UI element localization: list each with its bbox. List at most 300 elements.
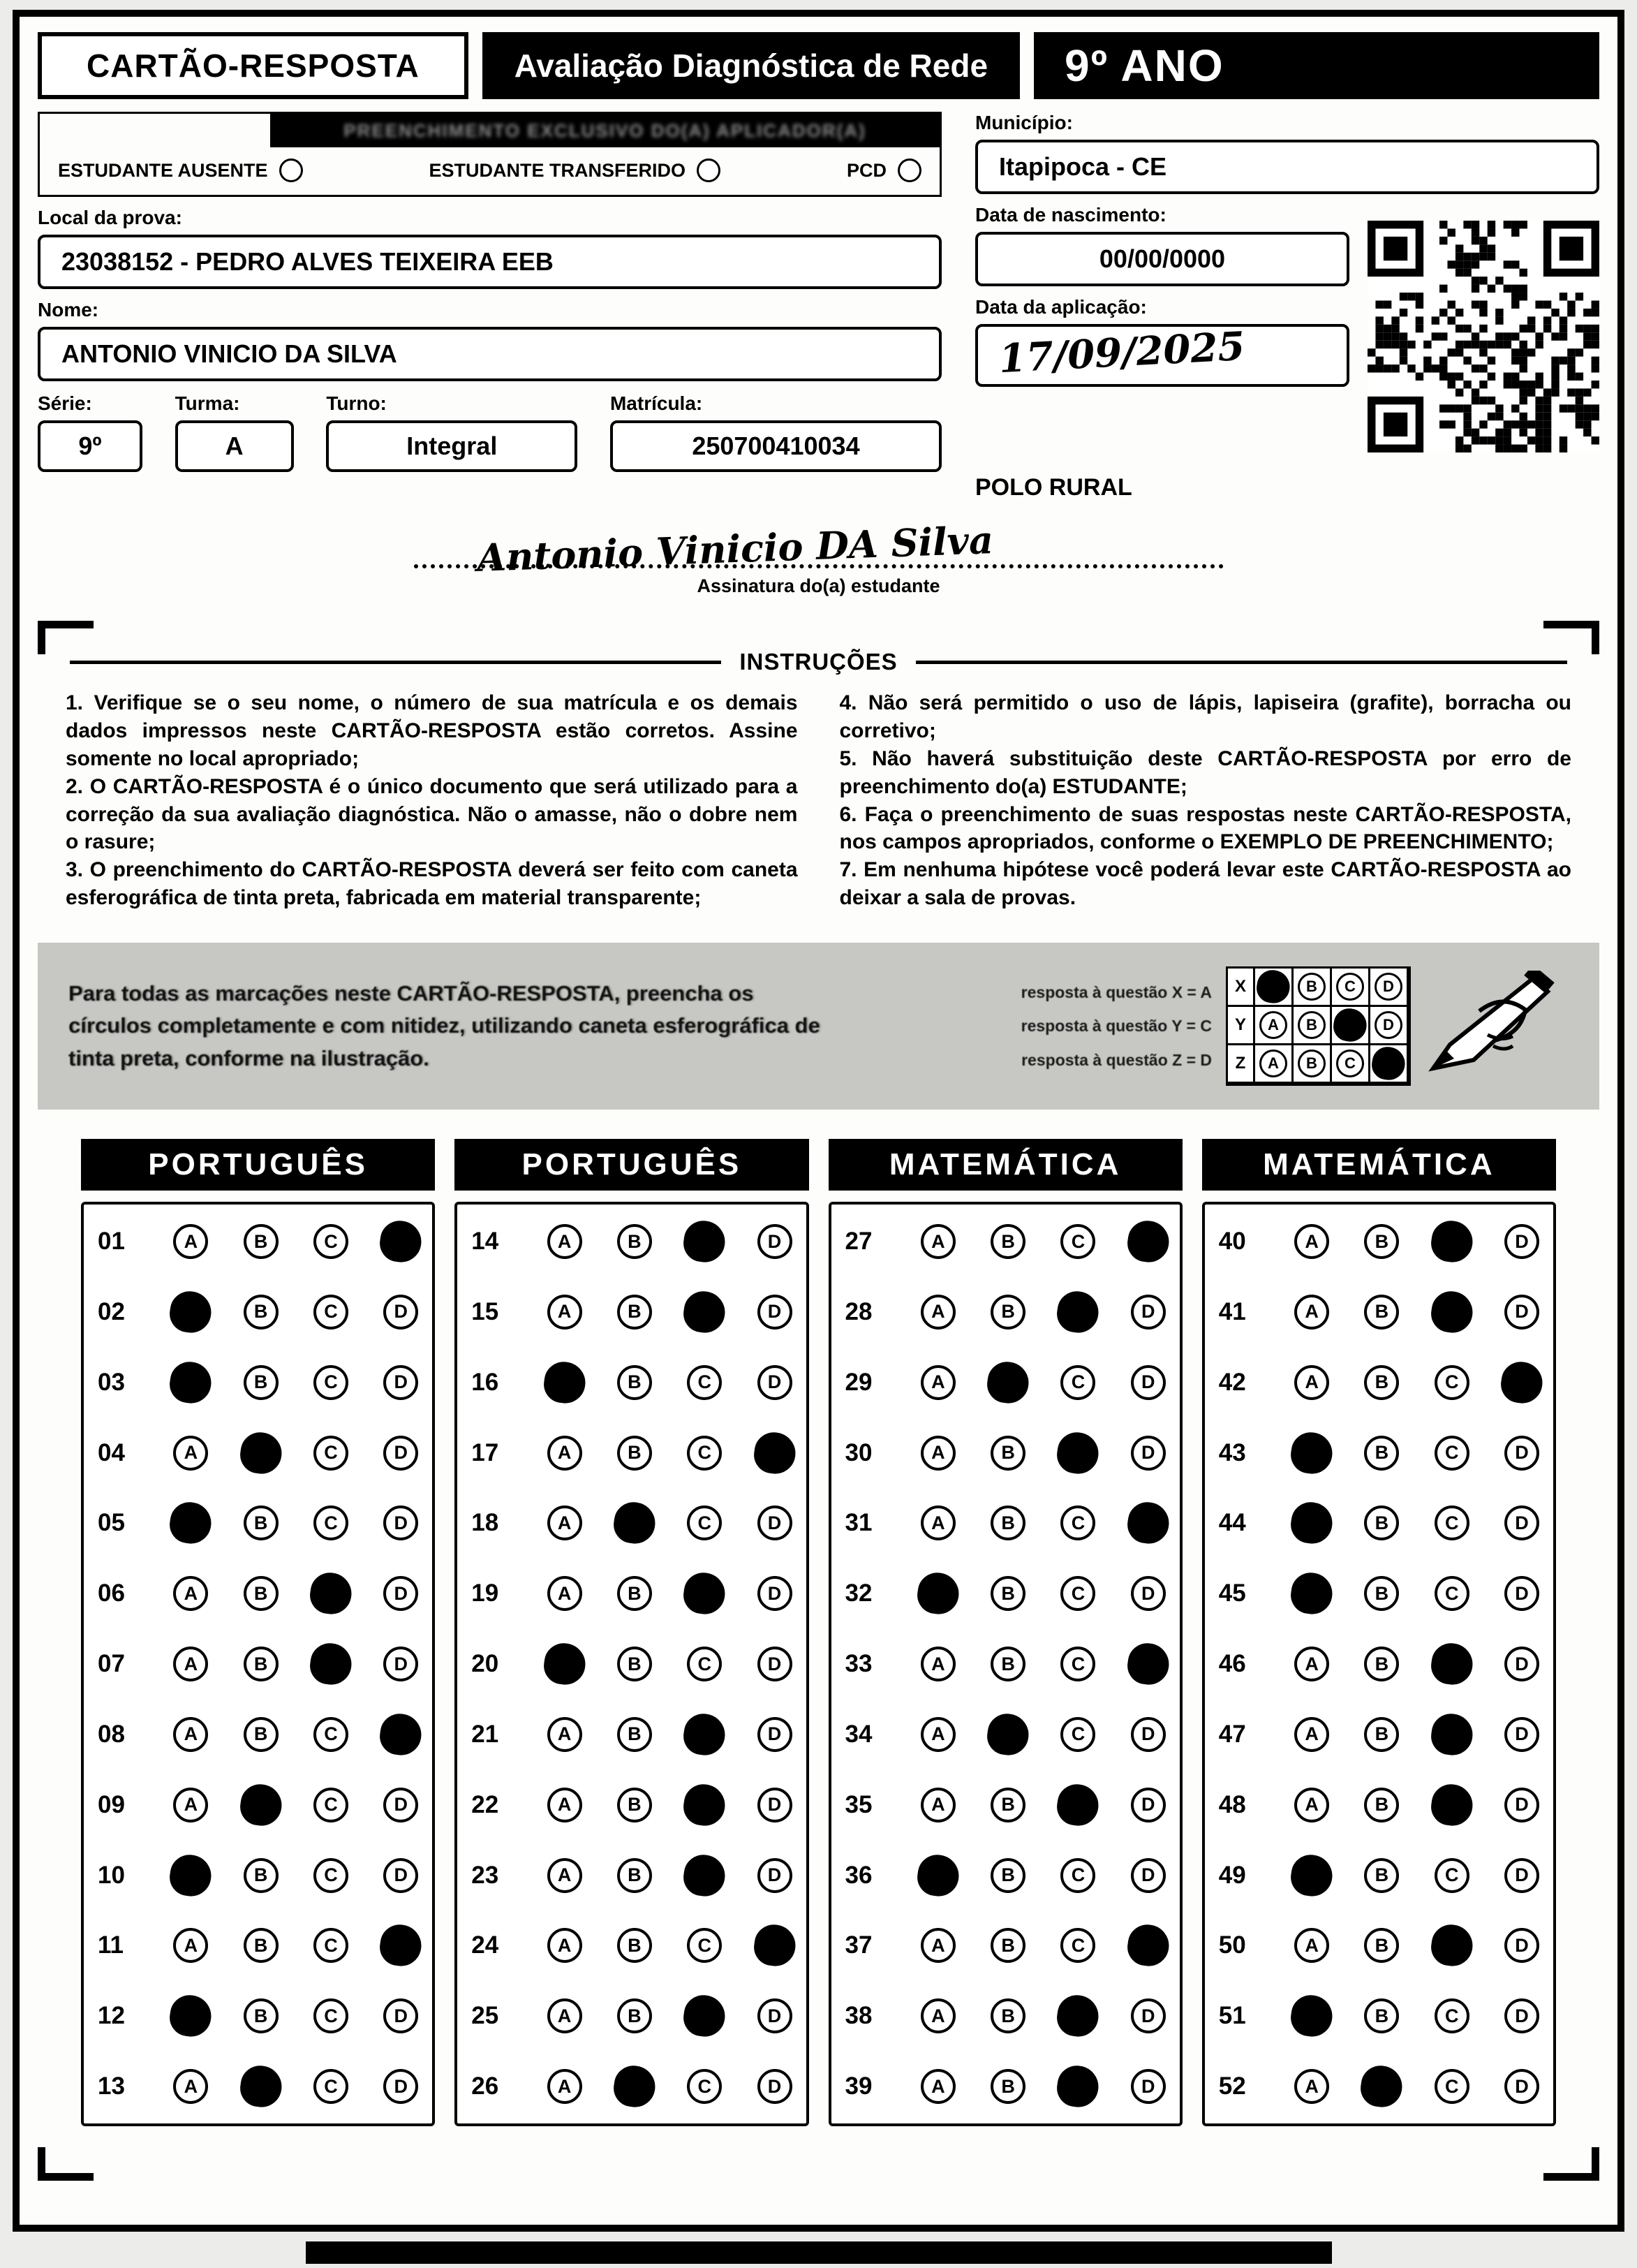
answer-bubble: B <box>1364 1436 1399 1471</box>
question-row <box>845 1576 1166 1611</box>
answer-bubble-marked <box>612 1500 658 1547</box>
question-number: 30 <box>845 1438 873 1466</box>
question-row <box>845 1928 1166 1963</box>
answer-bubble: B <box>991 1295 1025 1330</box>
answer-bubble: C <box>687 1928 722 1963</box>
answer-bubble: D <box>1131 1576 1166 1611</box>
answer-bubble: D <box>383 1365 418 1400</box>
answer-bubble-marked <box>1289 1429 1335 1476</box>
answer-bubble: D <box>1131 1717 1166 1752</box>
answer-bubble-marked <box>985 1711 1032 1758</box>
answer-bubble: A <box>547 1928 582 1963</box>
answer-bubble: C <box>687 1365 722 1400</box>
example-answer-label: resposta à questão Z = D <box>1021 1050 1212 1069</box>
answer-grid <box>1202 1202 1556 2126</box>
answer-bubble: B <box>617 1224 652 1259</box>
answer-bubble: D <box>757 1295 792 1330</box>
answer-bubble: A <box>173 1224 208 1259</box>
answer-bubble-marked <box>541 1641 588 1688</box>
answer-bubble-marked <box>1125 1641 1171 1688</box>
question-number: 43 <box>1218 1438 1246 1466</box>
example-cell <box>1368 1043 1409 1084</box>
question-row <box>845 1295 1166 1330</box>
example-bubble: B <box>1298 973 1326 1001</box>
matricula-value: 250700410034 <box>610 420 942 472</box>
question-row <box>845 1998 1166 2033</box>
question-number: 06 <box>98 1580 125 1607</box>
answer-bubble: C <box>313 1365 348 1400</box>
question-row <box>98 1717 418 1752</box>
status-option-bubble <box>697 159 720 182</box>
answer-bubble: D <box>383 2069 418 2104</box>
answer-bubble: A <box>1294 1717 1329 1752</box>
question-row <box>845 1365 1166 1400</box>
question-row <box>471 1647 792 1681</box>
answer-bubble: C <box>313 2069 348 2104</box>
instruction-item: 6. Faça o preenchimento de suas respostas neste CARTÃO-RESPOSTA, nos campos apropriados, conforme o EXEMPLO DE PREENCHIMENTO; <box>839 802 1571 854</box>
answer-bubble: C <box>1060 1505 1095 1540</box>
example-bubble-marked <box>1254 968 1291 1005</box>
answer-bubble: D <box>383 1505 418 1540</box>
question-row <box>845 1647 1166 1681</box>
question-number: 15 <box>471 1297 499 1325</box>
question-row <box>1219 1858 1539 1893</box>
answer-bubble: B <box>617 1436 652 1471</box>
question-row <box>845 1717 1166 1752</box>
question-number: 47 <box>1218 1720 1246 1748</box>
answer-bubble-marked <box>541 1359 588 1406</box>
example-row-name: Z <box>1226 1043 1255 1084</box>
answer-bubble: D <box>757 1717 792 1752</box>
answer-bubble-marked <box>378 1218 424 1265</box>
exam-location-value: 23038152 - PEDRO ALVES TEIXEIRA EEB <box>38 235 942 289</box>
question-number: 42 <box>1218 1368 1246 1396</box>
example-answer-label: resposta à questão X = A <box>1021 983 1212 1002</box>
question-row <box>471 1717 792 1752</box>
student-name-field <box>38 299 942 381</box>
answer-bubble: A <box>921 2069 956 2104</box>
question-number: 10 <box>98 1861 125 1889</box>
status-option-label: PCD <box>846 159 887 181</box>
corner-mark-bottom-right <box>1543 2147 1599 2181</box>
answer-bubble: A <box>547 1436 582 1471</box>
status-option-label: ESTUDANTE AUSENTE <box>58 159 268 181</box>
instruction-item: 7. Em nenhuma hipótese você poderá levar este CARTÃO-RESPOSTA ao deixar a sala de provas. <box>839 858 1571 910</box>
marking-example <box>1021 966 1569 1086</box>
question-number: 26 <box>471 2072 499 2100</box>
answer-bubble: C <box>313 1224 348 1259</box>
answer-bubble: A <box>921 1295 956 1330</box>
answer-bubble-marked <box>1428 1641 1475 1688</box>
question-row <box>98 1998 418 2033</box>
answer-bubble-marked <box>1289 1993 1335 2040</box>
answer-bubble-marked <box>914 1852 961 1899</box>
answer-bubble-marked <box>168 1500 214 1547</box>
answer-bubble: A <box>1294 1295 1329 1330</box>
answer-bubble-marked <box>681 1289 728 1336</box>
answer-bubble: D <box>757 1365 792 1400</box>
answer-bubble: A <box>173 1576 208 1611</box>
example-bubble-marked <box>1370 1045 1407 1082</box>
answer-bubble: B <box>991 2069 1025 2104</box>
question-number: 34 <box>845 1720 873 1748</box>
question-row <box>1219 1788 1539 1822</box>
example-row-name: X <box>1226 966 1255 1007</box>
answer-bubble-marked <box>1055 1289 1102 1336</box>
answer-bubble-marked <box>1428 1711 1475 1758</box>
answer-bubble: C <box>1435 1998 1469 2033</box>
instruction-item: 3. O preenchimento do CARTÃO-RESPOSTA deverá ser feito com caneta esferográfica de tinta preta, fabricada em material transparente; <box>66 858 798 910</box>
marking-example-band <box>38 943 1599 1110</box>
answer-bubble-marked <box>681 1852 728 1899</box>
answer-bubble-marked <box>1289 1500 1335 1547</box>
answer-bubble: B <box>244 1858 279 1893</box>
question-row <box>845 1224 1166 1259</box>
question-row <box>1219 1576 1539 1611</box>
question-number: 05 <box>98 1509 125 1537</box>
answer-bubble: D <box>757 1576 792 1611</box>
example-cell <box>1253 1005 1294 1045</box>
answer-bubble: A <box>921 1365 956 1400</box>
question-row <box>1219 1647 1539 1681</box>
signature-line <box>414 517 1224 580</box>
status-option <box>429 159 721 182</box>
question-row <box>471 1576 792 1611</box>
answer-bubble-marked <box>985 1359 1032 1406</box>
question-number: 12 <box>98 2002 125 2030</box>
answer-bubble: D <box>1504 2069 1539 2104</box>
answer-bubble: C <box>1435 1505 1469 1540</box>
applicator-bar-text: PREENCHIMENTO EXCLUSIVO DO(A) APLICADOR(A) <box>343 119 866 141</box>
question-row <box>98 1928 418 1963</box>
answer-bubble: B <box>1364 1928 1399 1963</box>
question-number: 18 <box>471 1509 499 1537</box>
question-row <box>845 1788 1166 1822</box>
answer-bubble: D <box>1131 1998 1166 2033</box>
student-name-value: ANTONIO VINICIO DA SILVA <box>38 327 942 381</box>
answer-bubble: C <box>1060 1928 1095 1963</box>
answer-bubble: A <box>921 1436 956 1471</box>
question-number: 52 <box>1218 2072 1246 2100</box>
answer-bubble: D <box>1504 1858 1539 1893</box>
question-number: 16 <box>471 1368 499 1396</box>
answer-section <box>1202 1139 1556 2126</box>
question-number: 03 <box>98 1368 125 1396</box>
question-number: 04 <box>98 1438 125 1466</box>
question-row <box>471 2069 792 2104</box>
example-cell <box>1368 1005 1409 1045</box>
question-number: 40 <box>1218 1228 1246 1256</box>
instructions-title: INSTRUÇÕES <box>739 649 898 675</box>
answer-bubble: D <box>1504 1998 1539 2033</box>
answer-bubble: D <box>383 1788 418 1822</box>
answer-bubble: B <box>617 1928 652 1963</box>
municipio-value: Itapipoca - CE <box>975 140 1599 194</box>
signature-handwritten: Antonio Vinicio DA Silva <box>475 517 994 580</box>
answer-bubble: B <box>991 1436 1025 1471</box>
question-row <box>471 1858 792 1893</box>
class-fields-row <box>38 392 942 472</box>
answer-bubble: B <box>991 1576 1025 1611</box>
question-row <box>845 2069 1166 2104</box>
answer-bubble: B <box>1364 1505 1399 1540</box>
matricula-field <box>610 392 942 472</box>
question-row <box>98 1365 418 1400</box>
answer-bubble: D <box>757 1647 792 1681</box>
example-cell <box>1291 1043 1332 1084</box>
corner-mark-top-right <box>1543 621 1599 654</box>
answer-bubble: A <box>173 2069 208 2104</box>
turno-value: Integral <box>326 420 577 472</box>
status-option-bubble <box>898 159 921 182</box>
answer-bubble-marked <box>1358 2063 1405 2110</box>
turma-label: Turma: <box>175 392 240 414</box>
question-row <box>845 1858 1166 1893</box>
example-row-name: Y <box>1226 1005 1255 1045</box>
answer-bubble: D <box>1504 1717 1539 1752</box>
answer-bubble: B <box>991 1998 1025 2033</box>
assessment-title: Avaliação Diagnóstica de Rede <box>482 32 1020 99</box>
answer-bubble: C <box>687 2069 722 2104</box>
example-cell <box>1330 1005 1370 1045</box>
answer-bubble: D <box>1131 1788 1166 1822</box>
answer-bubble: C <box>687 1647 722 1681</box>
question-number: 45 <box>1218 1580 1246 1607</box>
answer-bubble: C <box>1060 1717 1095 1752</box>
turma-value: A <box>175 420 294 472</box>
answer-bubble: B <box>617 1717 652 1752</box>
answer-bubble-marked <box>681 1711 728 1758</box>
answer-bubble: C <box>313 1998 348 2033</box>
answer-bubble: B <box>617 1858 652 1893</box>
answer-bubble: C <box>1435 1858 1469 1893</box>
answer-bubble: D <box>383 1647 418 1681</box>
answer-bubble: D <box>1131 1295 1166 1330</box>
answer-bubble: D <box>757 1858 792 1893</box>
exam-location-label: Local da prova: <box>38 207 182 228</box>
answer-bubble-marked <box>1125 1922 1171 1969</box>
answer-bubble: A <box>1294 1647 1329 1681</box>
question-number: 37 <box>845 1931 873 1959</box>
answer-bubble: D <box>383 1998 418 2033</box>
answer-bubble-marked <box>237 1781 284 1828</box>
exam-location-field <box>38 207 942 289</box>
serie-field <box>38 392 142 472</box>
answer-bubble: B <box>617 1788 652 1822</box>
signature-section <box>414 517 1224 597</box>
serie-value: 9º <box>38 420 142 472</box>
question-row <box>471 1788 792 1822</box>
question-row <box>471 1224 792 1259</box>
question-number: 25 <box>471 2002 499 2030</box>
question-number: 49 <box>1218 1861 1246 1889</box>
instructions-titlebar <box>38 649 1599 675</box>
answer-bubble: B <box>1364 1295 1399 1330</box>
answer-bubble: C <box>1435 1365 1469 1400</box>
answer-bubble: A <box>921 1788 956 1822</box>
example-cell <box>1253 1043 1294 1084</box>
answer-bubble: B <box>991 1928 1025 1963</box>
example-cell <box>1330 966 1370 1007</box>
answer-bubble: A <box>1294 1788 1329 1822</box>
divider-line <box>70 661 721 664</box>
answer-bubble: C <box>1060 1858 1095 1893</box>
answer-bubble-marked <box>1055 1781 1102 1828</box>
answer-bubble: C <box>313 1295 348 1330</box>
answer-bubble: D <box>1504 1505 1539 1540</box>
question-number: 38 <box>845 2002 873 2030</box>
answer-bubble: D <box>1504 1224 1539 1259</box>
answer-bubble: B <box>1364 1224 1399 1259</box>
answer-bubble: D <box>757 1998 792 2033</box>
answer-bubble-marked <box>237 1429 284 1476</box>
matricula-label: Matrícula: <box>609 392 703 414</box>
answer-bubble-marked <box>1055 1429 1102 1476</box>
answer-section <box>81 1139 435 2126</box>
answer-bubble-marked <box>1428 1781 1475 1828</box>
municipio-field <box>975 112 1599 194</box>
question-number: 24 <box>471 1931 499 1959</box>
question-row <box>98 1647 418 1681</box>
example-bubble: B <box>1298 1011 1326 1039</box>
question-number: 27 <box>845 1228 873 1256</box>
corner-mark-bottom-left <box>38 2147 94 2181</box>
question-row <box>1219 1436 1539 1471</box>
turma-field <box>175 392 294 472</box>
answer-bubble: D <box>1504 1928 1539 1963</box>
answer-bubble: A <box>547 1295 582 1330</box>
answer-bubble: B <box>1364 1788 1399 1822</box>
applicator-bar <box>270 114 940 147</box>
answer-bubble: C <box>313 1858 348 1893</box>
question-number: 39 <box>845 2072 873 2100</box>
answer-bubble: C <box>1435 1436 1469 1471</box>
answer-bubble-marked <box>681 1570 728 1617</box>
answer-bubble: A <box>921 1928 956 1963</box>
instructions-section <box>38 621 1599 912</box>
divider-line <box>916 661 1567 664</box>
instruction-item: 1. Verifique se o seu nome, o número de sua matrícula e os demais dados impressos neste CARTÃO-RESPOSTA estão corretos. Assine somente no local apropriado; <box>66 691 798 770</box>
answer-bubble: A <box>1294 1365 1329 1400</box>
answer-bubble: A <box>921 1717 956 1752</box>
answer-bubble: C <box>1060 1224 1095 1259</box>
example-answer-label: resposta à questão Y = C <box>1021 1017 1212 1036</box>
answer-bubble: D <box>383 1436 418 1471</box>
turno-field <box>326 392 577 472</box>
question-row <box>1219 1928 1539 1963</box>
answer-bubble: C <box>313 1436 348 1471</box>
question-row <box>98 1224 418 1259</box>
answer-bubble-marked <box>681 1993 728 2040</box>
polo-label: POLO RURAL <box>975 474 1132 501</box>
example-cell <box>1368 966 1409 1007</box>
application-date-handwritten: 17/09/2025 <box>998 323 1246 383</box>
answer-bubble: D <box>1131 1436 1166 1471</box>
status-row <box>40 147 940 195</box>
student-name-label: Nome: <box>38 299 99 321</box>
bottom-registration-marks <box>38 2147 1599 2182</box>
example-cell <box>1291 1005 1332 1045</box>
answer-bubble: A <box>173 1788 208 1822</box>
answer-bubble: A <box>547 1998 582 2033</box>
answer-bubble-marked <box>1289 1852 1335 1899</box>
student-data-section <box>38 112 1599 501</box>
answer-bubble: C <box>687 1436 722 1471</box>
answer-bubble: B <box>1364 1998 1399 2033</box>
signature-caption: Assinatura do(a) estudante <box>697 575 940 596</box>
answer-bubble: D <box>1131 1858 1166 1893</box>
answer-bubble: A <box>921 1998 956 2033</box>
answer-bubble: A <box>547 1576 582 1611</box>
question-number: 31 <box>845 1509 873 1537</box>
question-number: 44 <box>1218 1509 1246 1537</box>
answer-bubble: B <box>617 1295 652 1330</box>
question-row <box>98 2069 418 2104</box>
answer-bubble: A <box>1294 1928 1329 1963</box>
question-number: 01 <box>98 1228 125 1256</box>
answer-bubble: B <box>991 1647 1025 1681</box>
application-date-field <box>975 296 1349 387</box>
question-number: 50 <box>1218 1931 1246 1959</box>
answer-bubble: B <box>1364 1365 1399 1400</box>
serie-label: Série: <box>38 392 92 414</box>
answer-bubble: A <box>173 1928 208 1963</box>
answer-bubble-marked <box>237 2063 284 2110</box>
question-number: 19 <box>471 1580 499 1607</box>
answer-bubble: C <box>1060 1576 1095 1611</box>
answer-bubble: B <box>617 1365 652 1400</box>
question-number: 21 <box>471 1720 499 1748</box>
answer-bubble-marked <box>1125 1218 1171 1265</box>
application-date-label: Data da aplicação: <box>975 296 1147 318</box>
question-number: 09 <box>98 1790 125 1818</box>
answer-bubble-marked <box>378 1922 424 1969</box>
question-row <box>98 1858 418 1893</box>
question-number: 17 <box>471 1438 499 1466</box>
question-number: 28 <box>845 1297 873 1325</box>
answer-bubble: A <box>547 1505 582 1540</box>
answer-section-title: MATEMÁTICA <box>1202 1139 1556 1191</box>
answer-bubble: B <box>244 1295 279 1330</box>
answer-bubble: C <box>1060 1365 1095 1400</box>
question-number: 48 <box>1218 1790 1246 1818</box>
question-number: 29 <box>845 1368 873 1396</box>
answer-bubble: A <box>921 1505 956 1540</box>
answer-bubble-marked <box>1499 1359 1546 1406</box>
question-number: 51 <box>1218 2002 1246 2030</box>
answer-bubble: D <box>383 1295 418 1330</box>
question-number: 36 <box>845 1861 873 1889</box>
answer-bubble: C <box>313 1928 348 1963</box>
answer-bubble-marked <box>1125 1500 1171 1547</box>
turno-label: Turno: <box>326 392 387 414</box>
answer-bubble-marked <box>1289 1570 1335 1617</box>
application-date-box <box>975 324 1349 387</box>
municipio-label: Município: <box>975 112 1073 133</box>
grade-badge: 9º ANO <box>1034 32 1599 99</box>
answer-bubble: B <box>1364 1576 1399 1611</box>
answer-bubble: A <box>173 1647 208 1681</box>
answer-bubble: C <box>687 1505 722 1540</box>
question-row <box>471 1295 792 1330</box>
question-row <box>471 1365 792 1400</box>
answer-grid <box>81 1202 435 2126</box>
example-grid <box>1226 966 1411 1086</box>
answer-grid <box>829 1202 1183 2126</box>
question-row <box>845 1505 1166 1540</box>
answer-bubble-marked <box>308 1641 355 1688</box>
answer-bubble: D <box>1131 1365 1166 1400</box>
